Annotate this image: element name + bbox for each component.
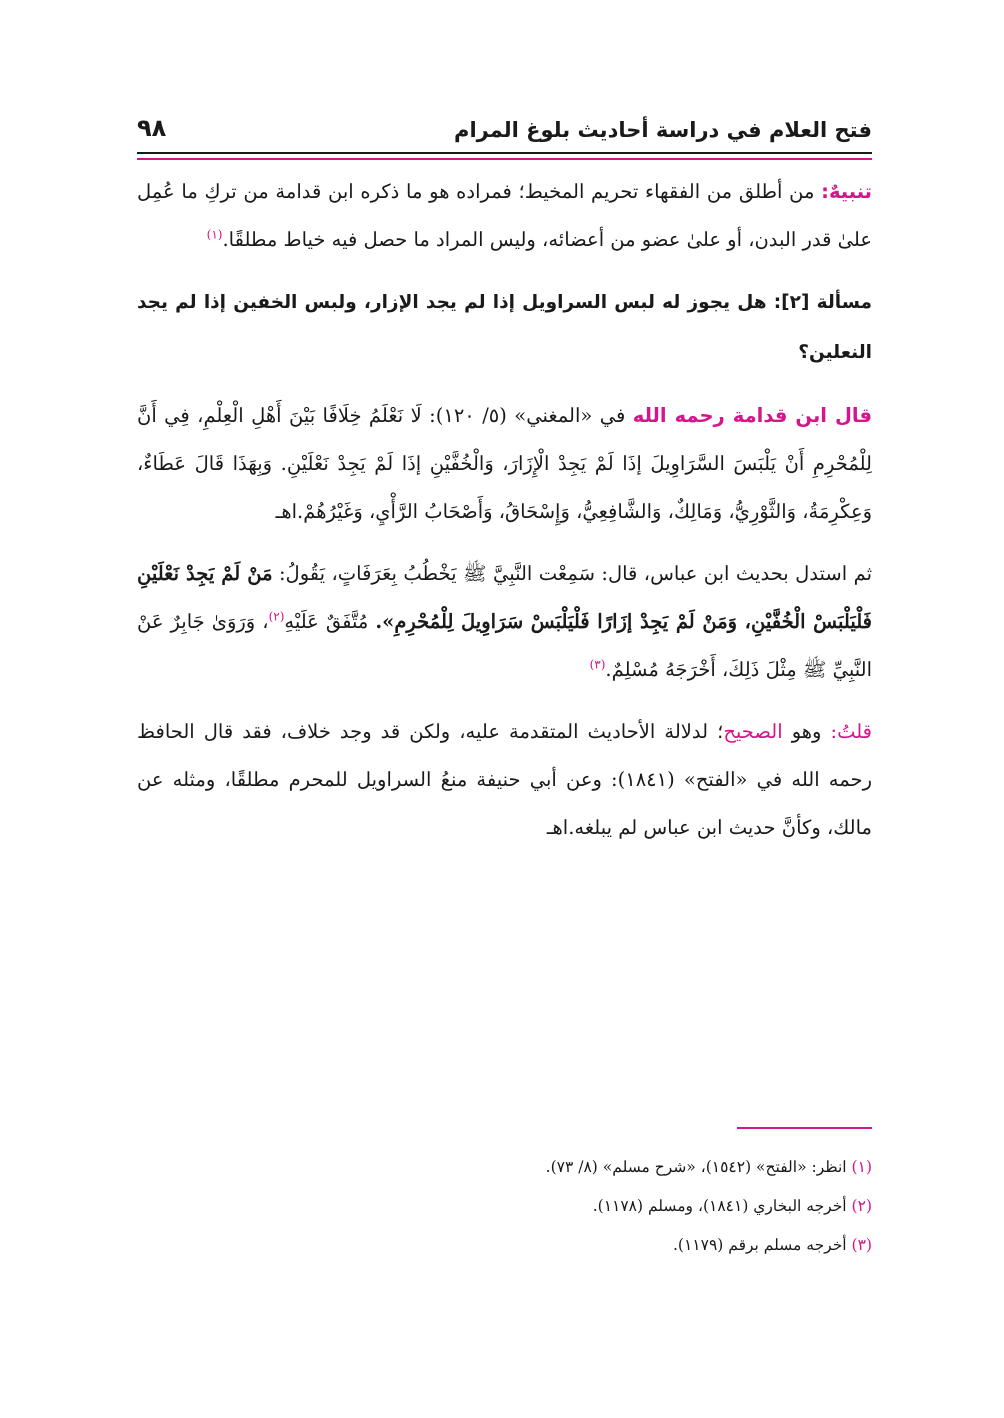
footnote-2 [137, 1187, 872, 1226]
footnote-ref-1[interactable]: (١) [206, 227, 223, 242]
footnote-number: (٢) [851, 1197, 872, 1215]
hadith-intro: ثم استدل بحديث ابن عباس، قال: سَمِعْت النَّبِيَّ ﷺ يَخْطُبُ بِعَرَفَاتٍ، يَقُولُ: [272, 562, 873, 585]
note-paragraph [137, 168, 872, 264]
footnote-ref-2[interactable]: (٢) [268, 609, 285, 624]
footnote-separator [737, 1127, 872, 1129]
footnotes [137, 1148, 872, 1265]
issue-heading [137, 278, 872, 378]
author-comment-paragraph [137, 708, 872, 852]
footnote-number: (٣) [851, 1236, 872, 1254]
header-rule-dark [137, 152, 872, 154]
hadith-paragraph [137, 550, 872, 694]
note-text: من أطلق من الفقهاء تحريم المخيط؛ فمراده هو ما ذكره ابن قدامة من تركِ ما عُمِل علىٰ قدر البدن، أو علىٰ عضو من أعضائه، وليس المراد ما حصل فيه خياط مطلقًا. [137, 180, 872, 251]
hadith-text: مَنْ لَمْ يَجِدْ نَعْلَيْنِ فَلْيَلْبَسْ الْخُفَّيْنِ، وَمَنْ لَمْ يَجِدْ إزَارًا فَلْيَلْبَسْ سَرَاوِيلَ لِلْمُحْرِمِ». [137, 562, 872, 633]
page-number: ٩٨ [137, 114, 167, 142]
comment-text-start: وهو [782, 720, 831, 743]
speaker-name: قال ابن قدامة رحمه الله [632, 404, 872, 427]
source-citation: في «المغني» (٥/ ١٢٠): [421, 404, 633, 427]
footnote-3 [137, 1226, 872, 1265]
footnote-ref-3[interactable]: (٣) [589, 657, 606, 672]
issue-question: هل يجوز له لبس السراويل إذا لم يجد الإزار، ولبس الخفين إذا لم يجد النعلين؟ [137, 292, 872, 363]
header-rule-pink [137, 158, 872, 160]
issue-label: مسألة [٢]: [773, 292, 872, 313]
agreed-upon: مُتَّفَقٌ عَلَيْهِ [284, 610, 376, 633]
footnote-number: (١) [851, 1158, 872, 1176]
sahih-word: الصحيح [723, 720, 783, 743]
ibn-qudama-paragraph [137, 392, 872, 536]
footnote-text: أخرجه مسلم برقم (١١٧٩). [672, 1236, 852, 1254]
comment-label: قلتُ: [830, 720, 872, 743]
note-label: تنبيهٌ: [821, 180, 872, 203]
running-header [137, 112, 872, 152]
footnote-1 [137, 1148, 872, 1187]
quoted-text: لَا نَعْلَمُ خِلَافًا بَيْنَ أَهْلِ الْعِلْمِ، فِي أَنَّ لِلْمُحْرِمِ أَنْ يَلْبَسَ السَّرَاوِيلَ إذَا لَمْ يَجِدْ الْإِزَارَ، وَالْخُفَّيْنِ إذَا لَمْ يَجِدْ نَعْلَيْنِ. وَبِهَذَا قَالَ عَطَاءٌ، وَعِكْرِمَةُ، وَالثَّوْرِيُّ، وَمَالِكٌ، وَالشَّافِعِيُّ، وَإِسْحَاقُ، وَأَصْحَابُ الرَّأْيِ، وَغَيْرُهُمْ.اهـ [137, 404, 872, 523]
book-title: فتح العلام في دراسة أحاديث بلوغ المرام [454, 118, 872, 142]
comment-text: ؛ لدلالة الأحاديث المتقدمة عليه، ولكن قد وجد خلاف، فقد قال الحافظ رحمه الله في «الفتح» (١٨٤١): وعن أبي حنيفة منعُ السراويل للمحرم مطلقًا، ومثله عن مالك، وكأنَّ حديث ابن عباس لم يبلغه.اهـ [137, 720, 872, 839]
main-text [137, 168, 872, 852]
footnote-text: أخرجه البخاري (١٨٤١)، ومسلم (١١٧٨). [592, 1197, 852, 1215]
footnote-text: انظر: «الفتح» (١٥٤٢)، «شرح مسلم» (٨/ ٧٣). [545, 1158, 852, 1176]
jabir-narration: ، وَرَوَىٰ جَابِرٌ عَنْ النَّبِيِّ ﷺ مِثْلَ ذَلِكَ، أَخْرَجَهُ مُسْلِمٌ. [137, 610, 872, 681]
